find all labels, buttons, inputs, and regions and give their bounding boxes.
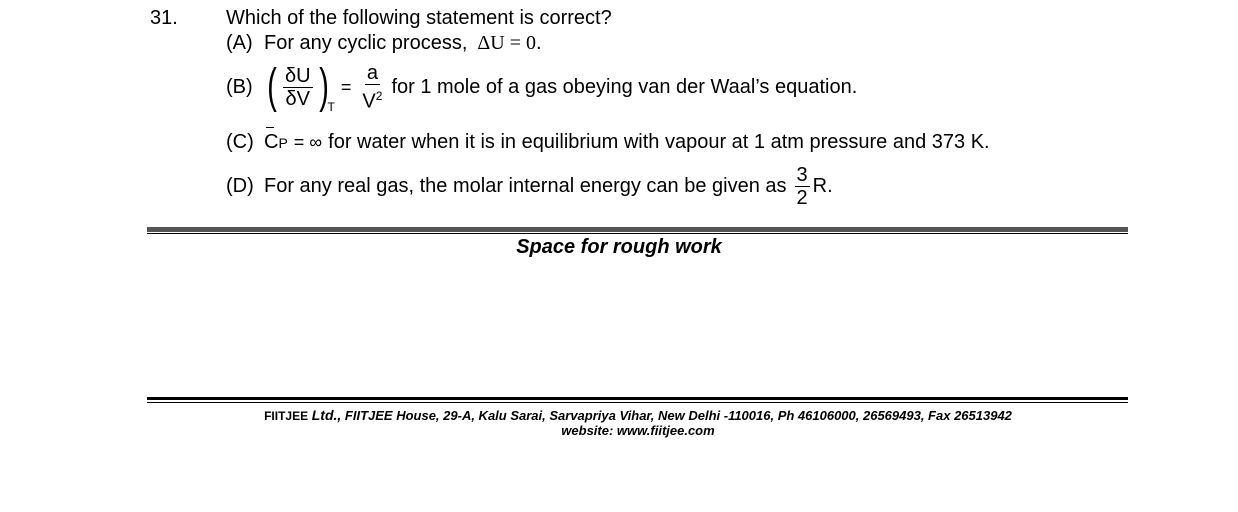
option-a-math: ΔU = 0	[477, 32, 536, 54]
divider-thick-top	[147, 227, 1128, 232]
equals-sign: =	[340, 76, 352, 97]
option-d-r: R	[812, 174, 828, 197]
fraction-numerator-3: 3	[796, 163, 808, 186]
divider-thin-top	[147, 233, 1128, 234]
question-stem: Which of the following statement is correct?	[226, 7, 612, 29]
partial-derivative-fraction	[283, 65, 313, 110]
option-d-label: (D)	[226, 174, 254, 197]
footer-website: website: www.fiitjee.com	[561, 423, 715, 438]
rough-work-heading: Space for rough work	[516, 236, 722, 258]
equals-infinity: = ∞	[293, 131, 323, 152]
fraction-numerator-a: a	[366, 61, 378, 84]
fraction-denominator-v2: $V^2$	[362, 88, 383, 113]
footer-address: FIITJEE House, 29-A, Kalu Sarai, Sarvapriya Vihar, New Delhi -110016, Ph 46106000, 26569493, Fax 26513942	[344, 408, 1012, 423]
question-number: 31.	[150, 7, 178, 29]
option-b-text: for 1 mole of a gas obeying van der Waal’s equation.	[391, 75, 858, 98]
divider-footer-thick	[147, 397, 1128, 400]
option-c-text: for water when it is in equilibrium with vapour at 1 atm pressure and 373 K.	[328, 130, 990, 153]
option-b	[226, 58, 857, 116]
option-d-text: For any real gas, the molar internal energy can be given as	[264, 174, 787, 197]
option-a	[226, 32, 542, 55]
footer-brand: FIITJEE	[264, 409, 309, 423]
option-c	[226, 124, 990, 160]
fraction-denominator: δV	[285, 87, 311, 110]
option-d-end: .	[827, 174, 833, 197]
footer-ltd: Ltd.,	[311, 407, 342, 423]
fraction-denominator-2: 2	[796, 186, 808, 209]
option-d	[226, 162, 833, 210]
option-a-end: .	[535, 32, 542, 54]
option-c-label: (C)	[226, 130, 254, 153]
a-over-v2-fraction	[360, 62, 384, 113]
footer-address-line	[0, 407, 1238, 423]
molar-heat-capacity-symbol: CP	[264, 130, 288, 153]
option-b-label: (B)	[226, 75, 253, 98]
left-paren: (	[267, 60, 277, 113]
subscript-t: T	[327, 100, 335, 114]
right-paren: )	[318, 60, 329, 113]
fraction-numerator: δU	[284, 64, 311, 87]
three-halves-fraction	[795, 164, 810, 209]
divider-footer-thin	[147, 402, 1128, 403]
option-a-label: (A)	[226, 32, 253, 54]
option-a-text: For any cyclic process,	[264, 32, 468, 54]
